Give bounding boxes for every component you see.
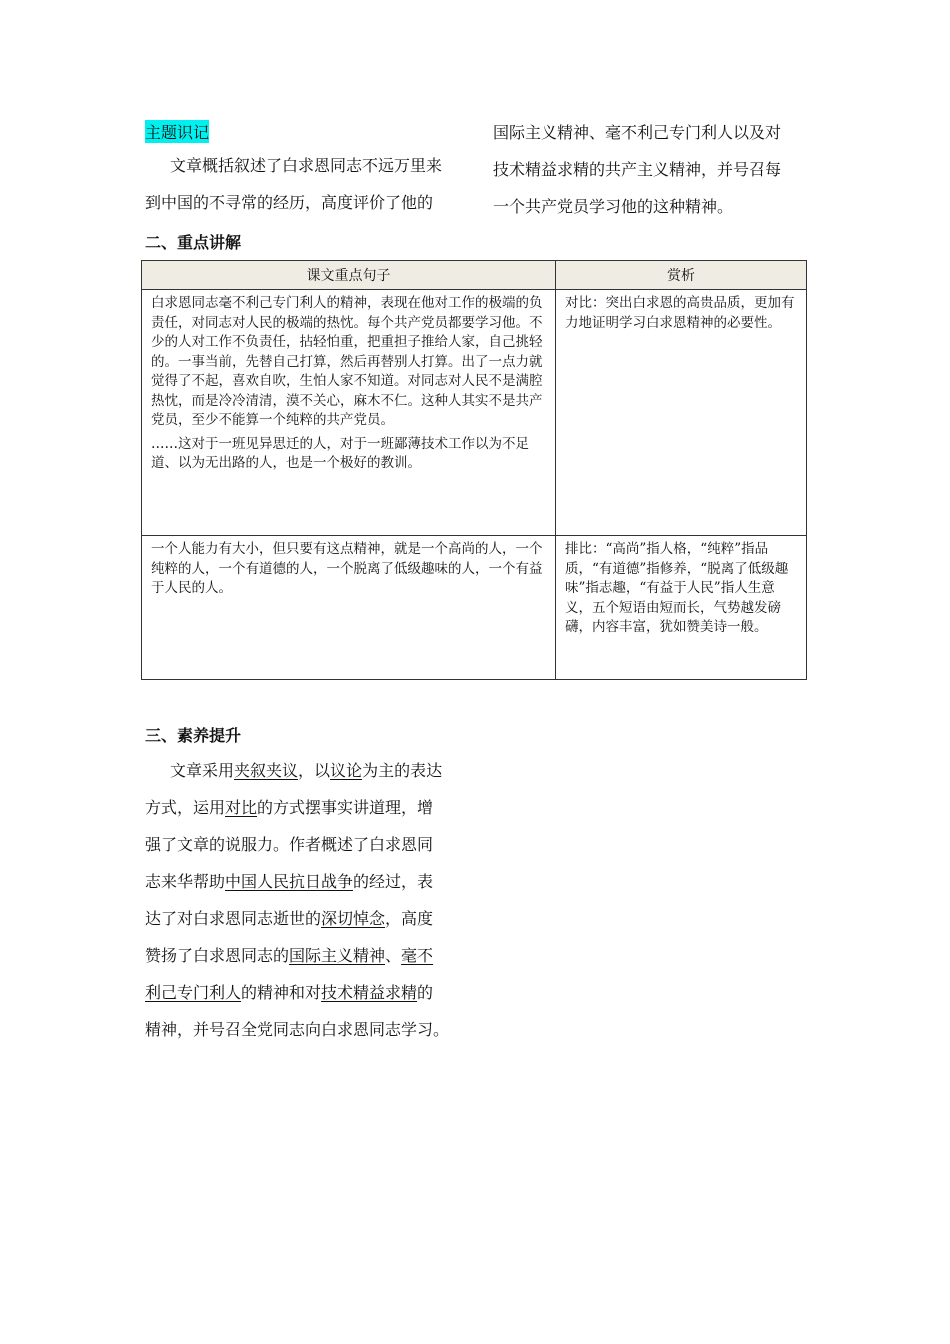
row2-sentence: 一个人能力有大小，但只要有这点精神，就是一个高尚的人，一个纯粹的人，一个有道德的人，一个脱离了低级趣味的人，一个有益于人民的人。 xyxy=(142,536,556,680)
row1-sentence-cell xyxy=(142,290,556,536)
row1-sentence-a: 白求恩同志毫不利己专门利人的精神，表现在他对工作的极端的负责任，对同志对人民的极端的热忱。每个共产党员都要学习他。不少的人对工作不负责任，拈轻怕重，把重担子推给人家，自己挑轻的。一事当前，先替自己打算，然后再替别人打算。出了一点力就觉得了不起，喜欢自吹，生怕人家不知道。对同志对人民不是满腔热忱，而是冷冷清清，漠不关心，麻木不仁。这种人其实不是共产党员，至少不能算一个纯粹的共产党员。 xyxy=(151,295,543,428)
underlined-term: 议论 xyxy=(330,761,363,780)
theme-line-1: 文章概括叙述了白求恩同志不远万里来 xyxy=(170,156,443,175)
text-span: 方式，运用 xyxy=(145,798,226,817)
underlined-term: 夹叙夹议 xyxy=(234,761,299,780)
section3-line-4 xyxy=(145,869,433,892)
underlined-term: 毫不 xyxy=(401,946,434,965)
section3-line-3 xyxy=(145,832,433,855)
text-span: 达了对白求恩同志逝世的 xyxy=(145,909,322,928)
text-span: 文章采用 xyxy=(170,761,235,780)
text-span: 赞扬了白求恩同志的 xyxy=(145,946,290,965)
row1-sentence-b: ……这对于一班见异思迁的人，对于一班鄙薄技术工作以为不足道、以为无出路的人，也是一个极好的教训。 xyxy=(151,435,529,471)
text-span: 为主的表达 xyxy=(362,761,443,780)
underlined-term: 国际主义精神 xyxy=(289,946,386,965)
text-span: 、 xyxy=(385,946,402,965)
col-header-analysis: 赏析 xyxy=(556,261,807,290)
section2-heading: 二、重点讲解 xyxy=(145,233,242,252)
text-span: 强了文章的说服力。作者概述了白求恩同 xyxy=(145,835,434,854)
text-span: 的方式摆事实讲道理，增 xyxy=(257,798,434,817)
key-sentences-table xyxy=(141,260,807,680)
text-span: 精神，并号召全党同志向白求恩同志学习。 xyxy=(145,1020,450,1039)
section3-line-7 xyxy=(145,980,433,1003)
table-header-row xyxy=(142,261,807,290)
row2-analysis: 排比：“高尚”指人格，“纯粹”指品质，“有道德”指修养，“脱离了低级趣味”指志趣，“有益于人民”指人生意义，五个短语由短而长，气势越发磅礴，内容丰富，犹如赞美诗一般。 xyxy=(556,536,807,680)
underlined-term: 中国人民抗日战争 xyxy=(225,872,354,891)
underlined-term: 技术精益求精 xyxy=(321,983,418,1002)
text-span: ，高度 xyxy=(385,909,434,928)
underlined-term: 利己专门利人 xyxy=(145,983,242,1002)
section3-line-2 xyxy=(145,795,433,818)
theme-line-5: 一个共产党员学习他的这种精神。 xyxy=(493,197,734,216)
text-span: 的经过，表 xyxy=(353,872,434,891)
theme-line-4: 技术精益求精的共产主义精神，并号召每 xyxy=(493,160,782,179)
underlined-term: 深切悼念 xyxy=(321,909,386,928)
underlined-term: 对比 xyxy=(225,798,258,817)
row1-analysis: 对比：突出白求恩的高贵品质，更加有力地证明学习白求恩精神的必要性。 xyxy=(556,290,807,536)
text-span: 的 xyxy=(417,983,434,1002)
section3-line-6 xyxy=(145,943,433,966)
table-row xyxy=(142,290,807,536)
theme-line-3: 国际主义精神、毫不利己专门利人以及对 xyxy=(493,123,782,142)
section3-heading: 三、素养提升 xyxy=(145,726,242,745)
theme-label: 主题识记 xyxy=(145,120,209,143)
col-header-sentence: 课文重点句子 xyxy=(142,261,556,290)
section3-line-1 xyxy=(170,758,442,781)
section3-line-5 xyxy=(145,906,433,929)
table-row xyxy=(142,536,807,680)
section3-line-8 xyxy=(145,1017,449,1040)
theme-line-2: 到中国的不寻常的经历，高度评价了他的 xyxy=(145,193,434,212)
text-span: ，以 xyxy=(298,761,331,780)
text-span: 的精神和对 xyxy=(241,983,322,1002)
text-span: 志来华帮助 xyxy=(145,872,226,891)
